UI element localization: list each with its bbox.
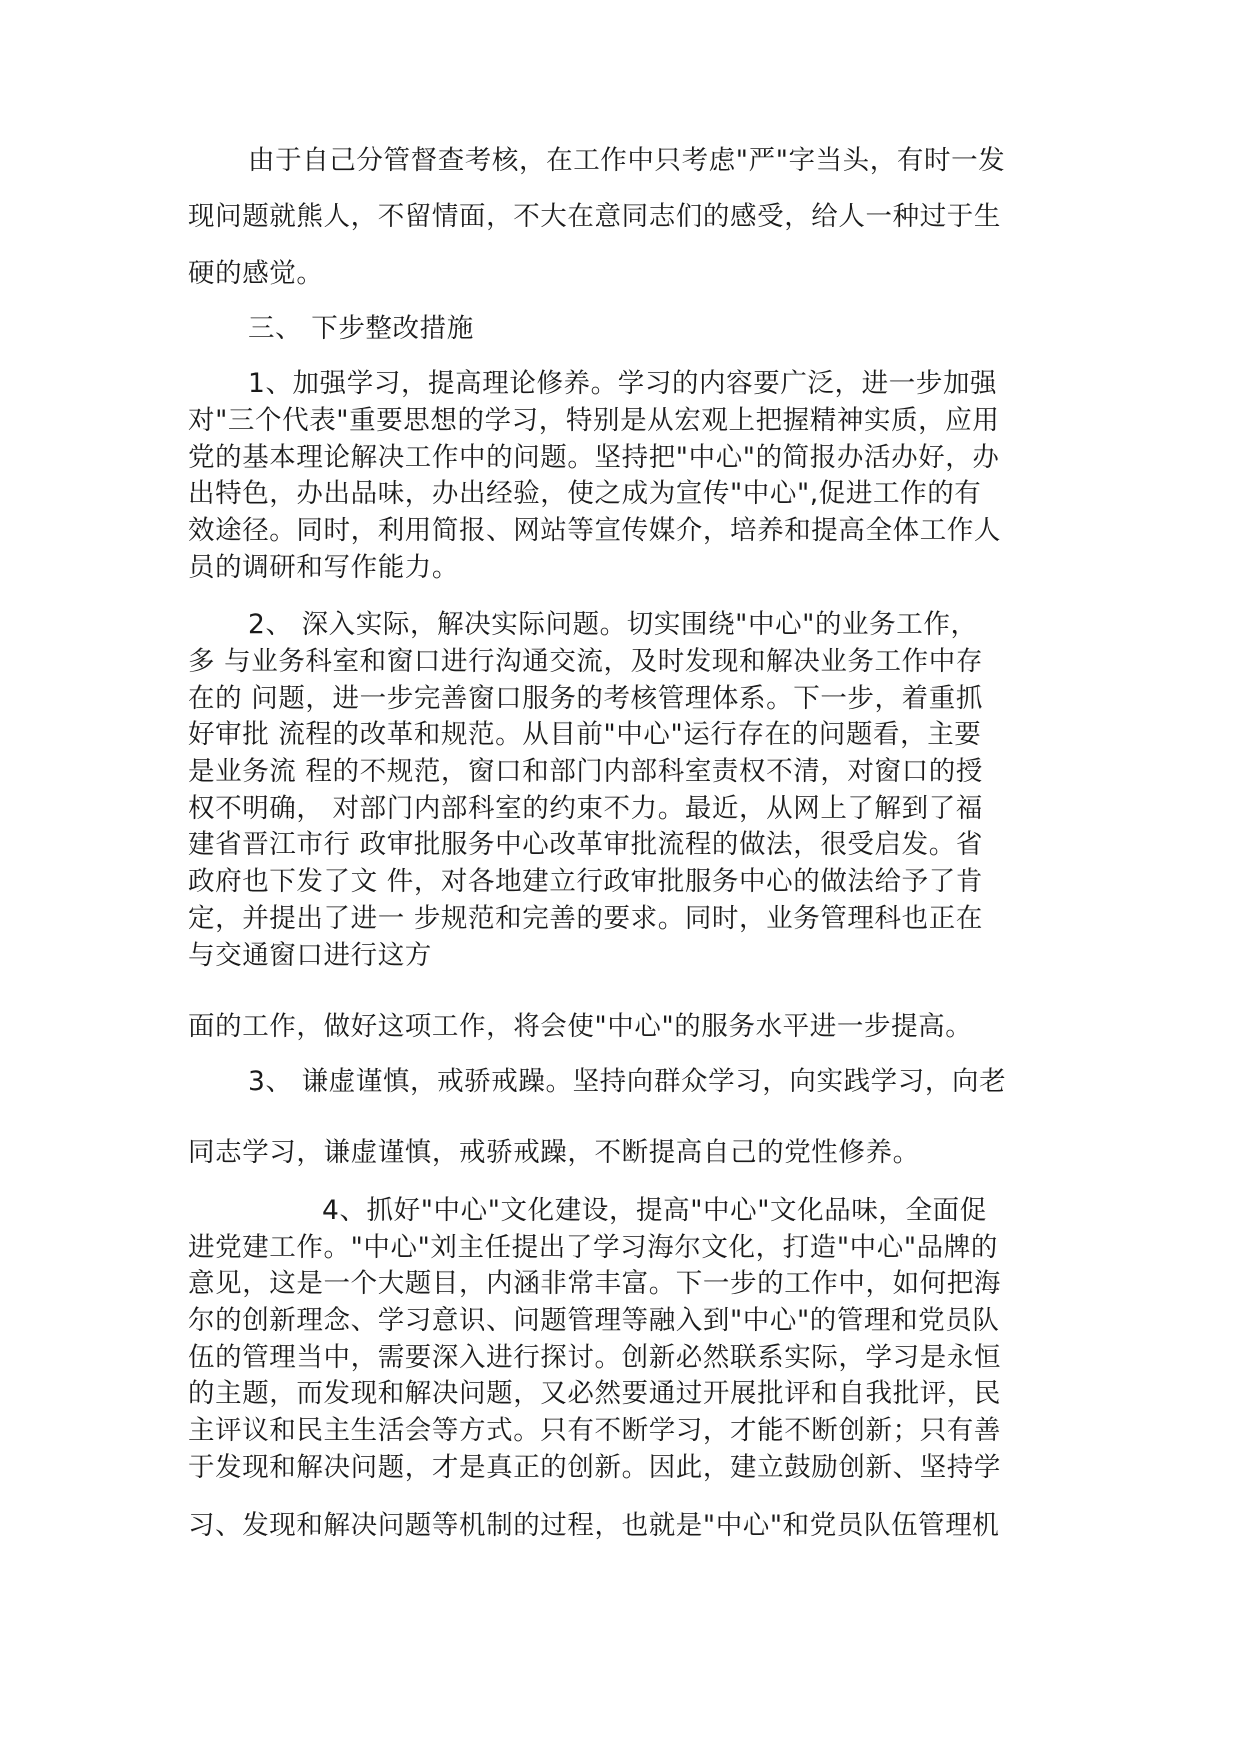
- section-heading: 三、 下步整改措施: [248, 313, 474, 344]
- text-line: 同志学习，谦虚谨慎，戒骄戒躁，不断提高自己的党性修养。: [188, 1137, 920, 1168]
- text-line: 由于自己分管督查考核，在工作中只考虑"严"字当头，有时一发: [248, 145, 1006, 176]
- text-line: 与交通窗口进行这方: [188, 940, 432, 971]
- text-line: 对"三个代表"重要思想的学习，特别是从宏观上把握精神实质，应用: [188, 405, 1000, 436]
- text-line: 是业务流 程的不规范，窗口和部门内部科室责权不清，对窗口的授: [188, 756, 983, 787]
- text-line: 权不明确， 对部门内部科室的约束不力。最近，从网上了解到了福: [188, 793, 983, 824]
- text-line: 的主题，而发现和解决问题，又必然要通过开展批评和自我批评，民: [188, 1378, 1001, 1409]
- text-line: 党的基本理论解决工作中的问题。坚持把"中心"的简报办活办好，办: [188, 442, 1000, 473]
- text-line: 定，并提出了进一 步规范和完善的要求。同时，业务管理科也正在: [188, 903, 983, 934]
- text-line: 效途径。同时，利用简报、网站等宣传媒介，培养和提高全体工作人: [188, 515, 1001, 546]
- text-line: 员的调研和写作能力。: [188, 552, 459, 583]
- text-line: 现问题就熊人，不留情面，不大在意同志们的感受，给人一种过于生: [188, 201, 1001, 232]
- text-line: 面的工作，做好这项工作，将会使"中心"的服务水平进一步提高。: [188, 1011, 973, 1042]
- text-line: 2、 深入实际，解决实际问题。切实围绕"中心"的业务工作，: [248, 609, 978, 640]
- text-line: 4、抓好"中心"文化建设，提高"中心"文化品味，全面促: [322, 1195, 987, 1226]
- text-line: 伍的管理当中，需要深入进行探讨。创新必然联系实际，学习是永恒: [188, 1342, 1001, 1373]
- text-line: 1、加强学习，提高理论修养。学习的内容要广泛，进一步加强: [248, 368, 998, 399]
- text-line: 多 与业务科室和窗口进行沟通交流，及时发现和解决业务工作中存: [188, 646, 983, 677]
- text-line: 进党建工作。"中心"刘主任提出了学习海尔文化，打造"中心"品牌的: [188, 1232, 998, 1263]
- text-line: 在的 问题，进一步完善窗口服务的考核管理体系。下一步，着重抓: [188, 683, 983, 714]
- text-line: 习、发现和解决问题等机制的过程，也就是"中心"和党员队伍管理机: [188, 1510, 1000, 1541]
- text-line: 尔的创新理念、学习意识、问题管理等融入到"中心"的管理和党员队: [188, 1305, 1000, 1336]
- text-line: 政府也下发了文 件，对各地建立行政审批服务中心的做法给予了肯: [188, 866, 983, 897]
- text-line: 主评议和民主生活会等方式。只有不断学习，才能不断创新；只有善: [188, 1415, 1001, 1446]
- text-line: 好审批 流程的改革和规范。从目前"中心"运行存在的问题看，主要: [188, 719, 982, 750]
- text-line: 于发现和解决问题，才是真正的创新。因此，建立鼓励创新、坚持学: [188, 1452, 1001, 1483]
- text-line: 意见，这是一个大题目，内涵非常丰富。下一步的工作中，如何把海: [188, 1268, 1001, 1299]
- text-line: 建省晋江市行 政审批服务中心改革审批流程的做法，很受启发。省: [188, 829, 983, 860]
- text-line: 硬的感觉。: [188, 258, 324, 289]
- text-line: 出特色，办出品味，办出经验，使之成为宣传"中心",促进工作的有: [188, 478, 982, 509]
- text-line: 3、 谦虚谨慎，戒骄戒躁。坚持向群众学习，向实践学习，向老: [248, 1066, 1007, 1097]
